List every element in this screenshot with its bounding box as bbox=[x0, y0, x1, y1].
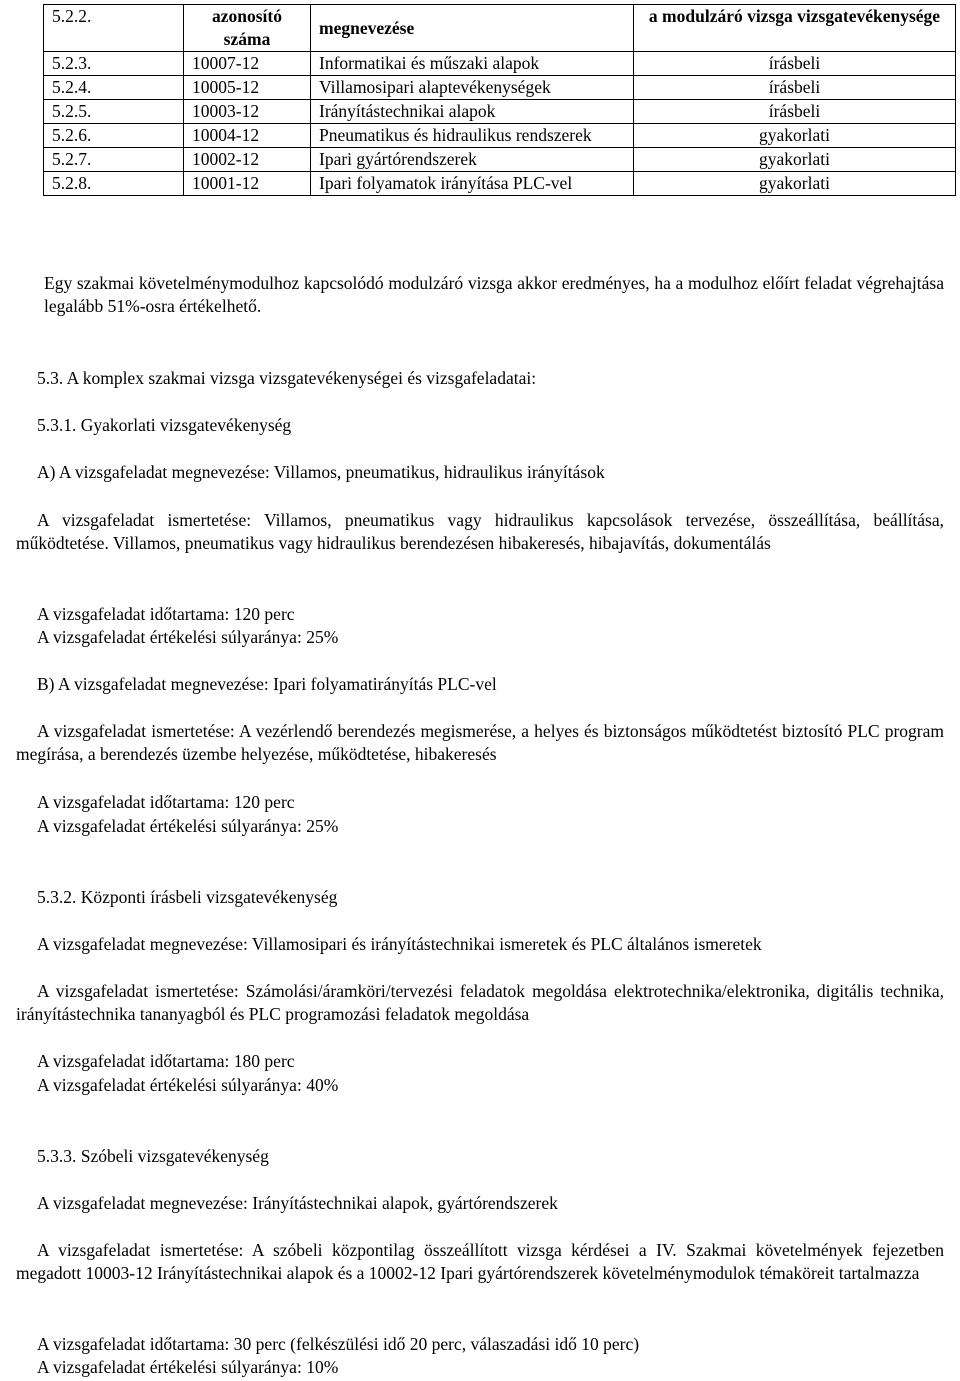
row-num: 5.2.6. bbox=[44, 124, 184, 148]
section-5-3-1-title: 5.3.1. Gyakorlati vizsgatevékenység bbox=[37, 415, 292, 435]
row-type: írásbeli bbox=[634, 52, 956, 76]
table-row bbox=[44, 148, 956, 172]
row-id: 10004-12 bbox=[184, 124, 311, 148]
oral-task-duration: A vizsgafeladat időtartama: 30 perc (felkészülési idő 20 perc, válaszadási idő 10 perc) bbox=[37, 1334, 640, 1354]
written-task-weight: A vizsgafeladat értékelési súlyaránya: 40% bbox=[37, 1075, 339, 1095]
oral-task-weight: A vizsgafeladat értékelési súlyaránya: 10% bbox=[37, 1357, 339, 1377]
written-task-description: A vizsgafeladat ismertetése: Számolási/áramköri/tervezési feladatok megoldása elektrotechnika/elektronika, digitális technika, irányítástechnika tananyagból és PLC programozási feladatok megoldása bbox=[16, 981, 944, 1024]
row-type: gyakorlati bbox=[634, 148, 956, 172]
task-b-weight: A vizsgafeladat értékelési súlyaránya: 25% bbox=[37, 816, 339, 836]
task-b-duration: A vizsgafeladat időtartama: 120 perc bbox=[37, 792, 295, 812]
module-exam-table bbox=[43, 4, 956, 196]
table-row bbox=[44, 52, 956, 76]
row-type: írásbeli bbox=[634, 100, 956, 124]
table-row bbox=[44, 76, 956, 100]
row-num: 5.2.3. bbox=[44, 52, 184, 76]
oral-task-name: A vizsgafeladat megnevezése: Irányítástechnikai alapok, gyártórendszerek bbox=[37, 1193, 558, 1213]
written-task-duration: A vizsgafeladat időtartama: 180 perc bbox=[37, 1051, 295, 1071]
row-id: 10001-12 bbox=[184, 172, 311, 196]
row-name: Ipari gyártórendszerek bbox=[311, 148, 634, 172]
header-type: a modulzáró vizsga vizsgatevékenysége bbox=[634, 5, 956, 52]
task-a-description: A vizsgafeladat ismertetése: Villamos, pneumatikus vagy hidraulikus kapcsolások tervezése, összeállítása, beállítása, működtetése. Villamos, pneumatikus vagy hidraulikus berendezésen hibakeresés, hibajavítás, dokumentálás bbox=[16, 510, 944, 553]
section-5-3-2-title: 5.3.2. Központi írásbeli vizsgatevékenység bbox=[37, 887, 338, 907]
row-name: Irányítástechnikai alapok bbox=[311, 100, 634, 124]
row-num: 5.2.4. bbox=[44, 76, 184, 100]
header-num: 5.2.2. bbox=[44, 5, 184, 52]
row-name: Villamosipari alaptevékenységek bbox=[311, 76, 634, 100]
row-num: 5.2.5. bbox=[44, 100, 184, 124]
row-id: 10002-12 bbox=[184, 148, 311, 172]
row-id: 10003-12 bbox=[184, 100, 311, 124]
table-header-row bbox=[44, 5, 956, 52]
task-a-weight: A vizsgafeladat értékelési súlyaránya: 25% bbox=[37, 627, 339, 647]
row-type: írásbeli bbox=[634, 76, 956, 100]
row-id: 10007-12 bbox=[184, 52, 311, 76]
section-5-3-title: 5.3. A komplex szakmai vizsga vizsgatevékenységei és vizsgafeladatai: bbox=[37, 368, 537, 388]
written-task-name: A vizsgafeladat megnevezése: Villamosipari és irányítástechnikai ismeretek és PLC általános ismeretek bbox=[37, 934, 762, 954]
row-num: 5.2.8. bbox=[44, 172, 184, 196]
row-num: 5.2.7. bbox=[44, 148, 184, 172]
section-5-3-3-title: 5.3.3. Szóbeli vizsgatevékenység bbox=[37, 1146, 269, 1166]
row-name: Informatikai és műszaki alapok bbox=[311, 52, 634, 76]
row-name: Ipari folyamatok irányítása PLC-vel bbox=[311, 172, 634, 196]
task-b-description: A vizsgafeladat ismertetése: A vezérlendő berendezés megismerése, a helyes és biztonságos működtetést biztosító PLC program megírása, a berendezés üzembe helyezése, működtetése, hibakeresés bbox=[16, 721, 944, 764]
task-b-name: B) A vizsgafeladat megnevezése: Ipari folyamatirányítás PLC-vel bbox=[37, 674, 497, 694]
intro-paragraph: Egy szakmai követelménymodulhoz kapcsolódó modulzáró vizsga akkor eredményes, ha a modulhoz előírt feladat végrehajtása legalább 51%-osra értékelhető. bbox=[44, 273, 944, 316]
table-row bbox=[44, 100, 956, 124]
row-type: gyakorlati bbox=[634, 172, 956, 196]
table-row bbox=[44, 124, 956, 148]
task-a-name: A) A vizsgafeladat megnevezése: Villamos, pneumatikus, hidraulikus irányítások bbox=[37, 462, 605, 482]
header-name: megnevezése bbox=[311, 5, 634, 52]
row-name: Pneumatikus és hidraulikus rendszerek bbox=[311, 124, 634, 148]
task-a-duration: A vizsgafeladat időtartama: 120 perc bbox=[37, 604, 295, 624]
table-row bbox=[44, 172, 956, 196]
header-id: azonosító száma bbox=[184, 5, 311, 52]
row-id: 10005-12 bbox=[184, 76, 311, 100]
row-type: gyakorlati bbox=[634, 124, 956, 148]
oral-task-description: A vizsgafeladat ismertetése: A szóbeli központilag összeállított vizsga kérdései a IV. Szakmai követelmények fejezetben megadott 10003-12 Irányítástechnikai alapok és a 10002-12 Ipari gyártórendszerek követelménymodulok témaköreit tartalmazza bbox=[16, 1240, 944, 1283]
